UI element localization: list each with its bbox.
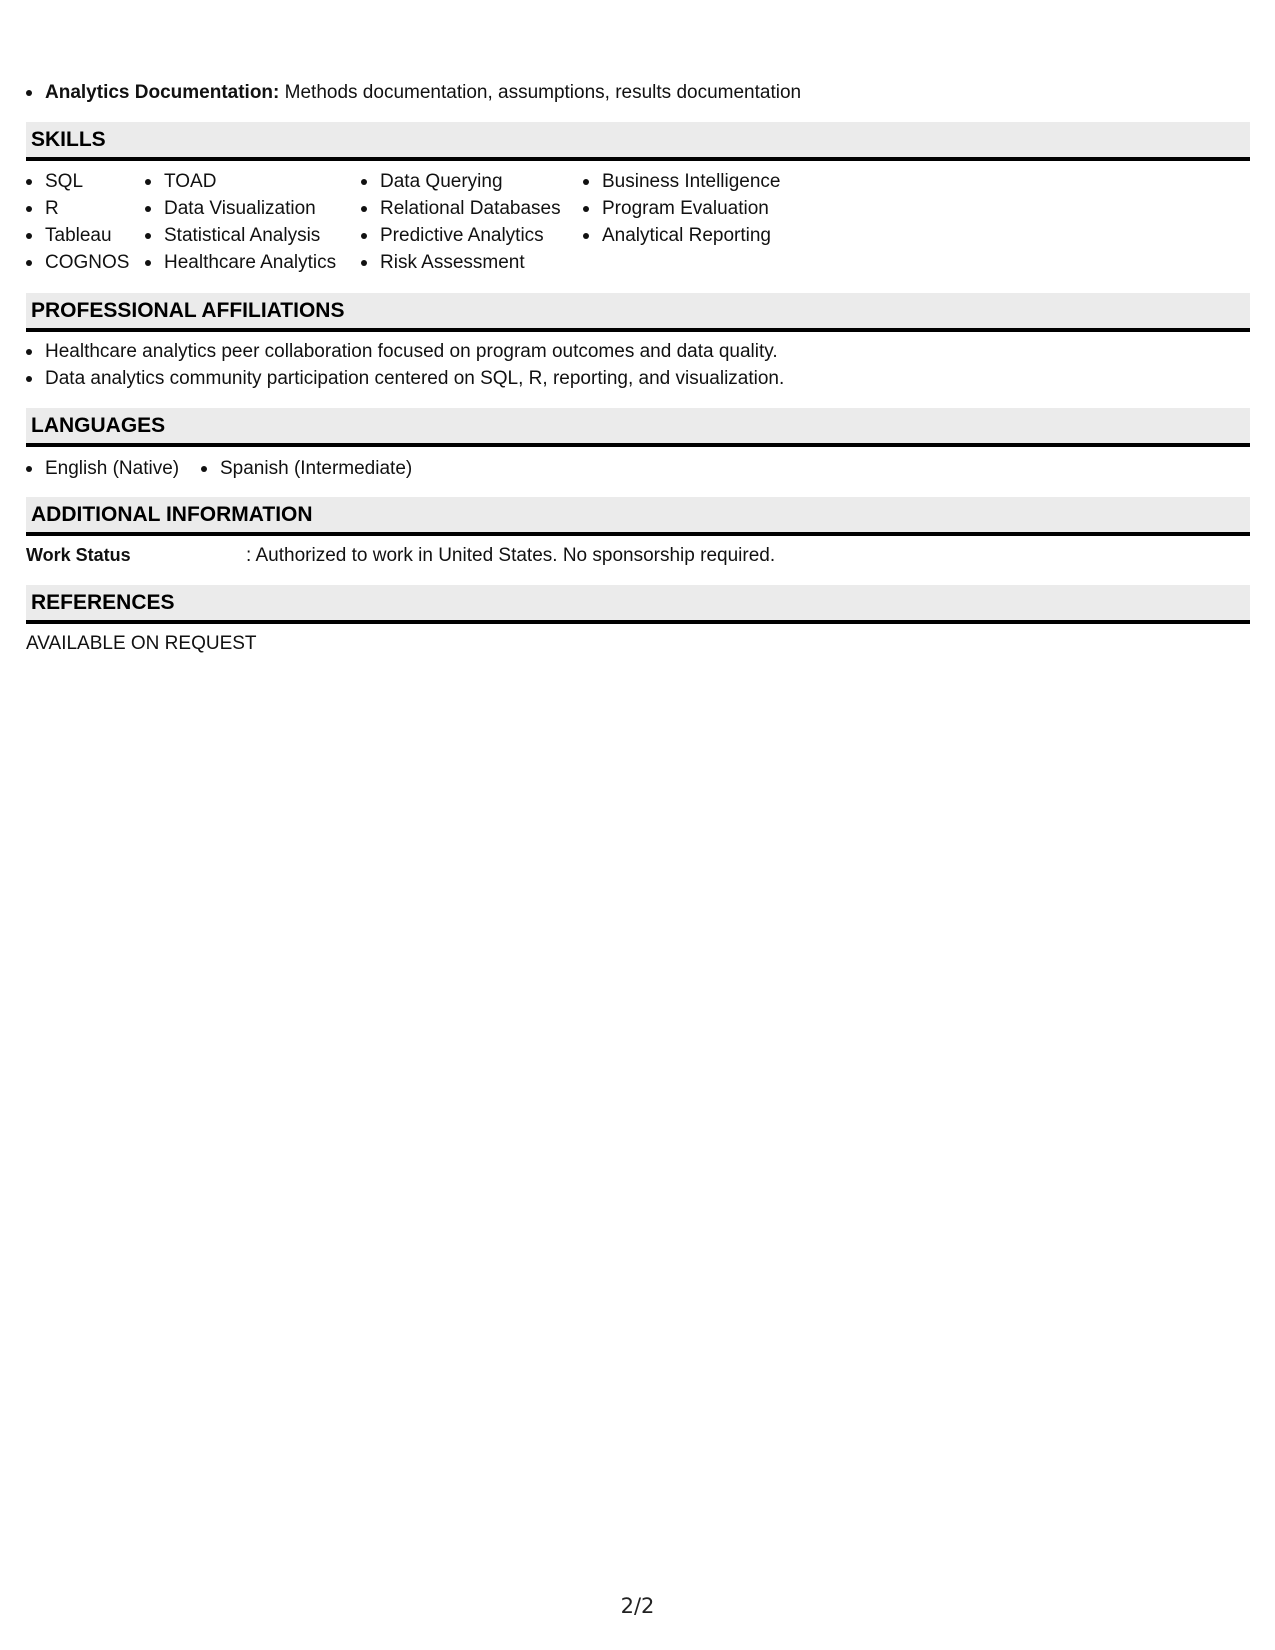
skill-item: Risk Assessment	[361, 249, 561, 276]
section-title: REFERENCES	[31, 591, 175, 614]
section-title: ADDITIONAL INFORMATION	[31, 503, 313, 526]
skills-column	[26, 168, 129, 276]
language-item: Spanish (Intermediate)	[201, 455, 412, 482]
section-header-affiliations	[26, 293, 1250, 332]
page-number: 2/2	[620, 1594, 655, 1618]
skill-item: Data Querying	[361, 168, 561, 195]
work-status-label: Work Status	[26, 545, 131, 565]
skill-item: Relational Databases	[361, 195, 561, 222]
skill-item: SQL	[26, 168, 129, 195]
section-header-skills	[26, 122, 1250, 161]
section-title: PROFESSIONAL AFFILIATIONS	[31, 299, 345, 322]
skill-item: COGNOS	[26, 249, 129, 276]
skills-column	[583, 168, 781, 249]
skill-item: TOAD	[145, 168, 336, 195]
intro-text: Methods documentation, assumptions, results documentation	[279, 82, 802, 103]
affiliation-item: Data analytics community participation centered on SQL, R, reporting, and visualization.	[26, 365, 784, 392]
skill-item: Program Evaluation	[583, 195, 781, 222]
section-header-languages	[26, 408, 1250, 447]
skill-item: Tableau	[26, 222, 129, 249]
skill-item: Predictive Analytics	[361, 222, 561, 249]
skills-column	[361, 168, 561, 276]
skill-item: Healthcare Analytics	[145, 249, 336, 276]
language-item: English (Native)	[26, 455, 179, 482]
skill-item: Data Visualization	[145, 195, 336, 222]
section-title: LANGUAGES	[31, 414, 166, 437]
skill-item: R	[26, 195, 129, 222]
intro-list	[26, 79, 801, 106]
skill-item: Business Intelligence	[583, 168, 781, 195]
references-text: AVAILABLE ON REQUEST	[26, 633, 257, 654]
work-status-value: : Authorized to work in United States. No sponsorship required.	[246, 545, 776, 566]
skill-item: Analytical Reporting	[583, 222, 781, 249]
section-title: SKILLS	[31, 128, 106, 151]
section-header-additional	[26, 497, 1250, 536]
affiliations-list	[26, 338, 784, 392]
section-header-references	[26, 585, 1250, 624]
affiliation-item: Healthcare analytics peer collaboration focused on program outcomes and data quality.	[26, 338, 784, 365]
list-item	[26, 79, 801, 106]
skill-item: Statistical Analysis	[145, 222, 336, 249]
skills-column	[145, 168, 336, 276]
intro-label: Analytics Documentation:	[45, 82, 280, 103]
